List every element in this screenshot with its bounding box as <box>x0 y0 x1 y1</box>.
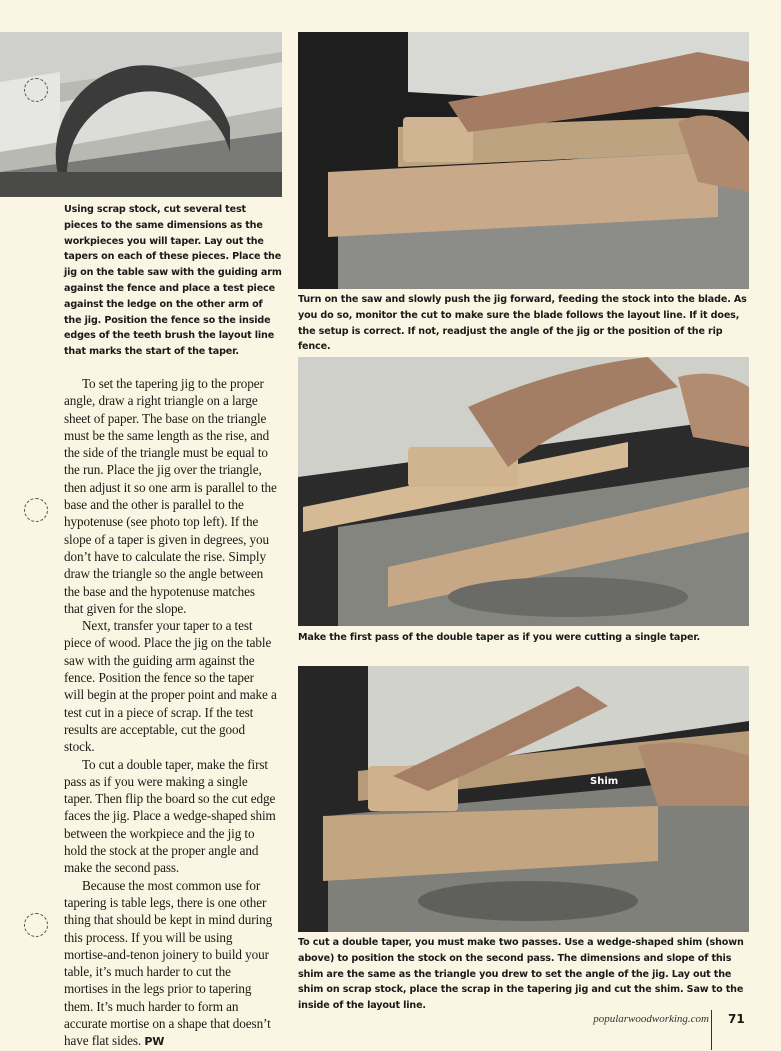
footer-url: popularwoodworking.com <box>593 1013 709 1025</box>
article-body <box>64 375 277 1051</box>
photo-test-piece <box>0 32 282 197</box>
signoff: PW <box>144 1035 165 1049</box>
photo-first-pass <box>298 357 749 626</box>
caption-test-piece: Using scrap stock, cut several test pieces to the same dimensions as the workpieces you will taper. Lay out the tapers on each of these pieces. Place the jig on the table saw with the guiding arm against the fence and place a test piece against the ledge on the other arm of the jig. Position the fence so the inside edges of the teeth brush the layout line that marks the start of the taper. <box>64 204 282 358</box>
body-paragraph-4 <box>64 877 277 1051</box>
caption-second-pass: To cut a double taper, you must make two passes. Use a wedge-shaped shim (shown above) to position the stock on the second pass. The dimensions and slope of this shim are the same as the triangle you drew to set the angle of the jig. Lay out the shim on scrap stock, place the scrap in the tapering jig and cut the shim. Saw to the inside of the layout line. <box>298 937 744 1012</box>
caption-push-jig: Turn on the saw and slowly push the jig forward, feeding the stock into the blade. As you do so, monitor the cut to make sure the blade follows the layout line. If it does, the setup is correct. If not, readjust the angle of the jig or the position of the rip fence. <box>298 294 747 353</box>
body-paragraph-4-text: Because the most common use for tapering is table legs, there is one other thing that should be kept in mind during this process. If you will be using mortise-and-tenon joinery to build your table, it’s much harder to cut the mortises in the legs prior to tapering them. It’s much harder to form an accurate mortise on a shape that doesn’t have flat sides. <box>64 877 273 1049</box>
binder-hole-bottom <box>24 913 48 937</box>
caption-first-pass: Make the first pass of the double taper as if you were cutting a single taper. <box>298 632 701 643</box>
photo-second-pass-shim <box>298 666 749 932</box>
binder-hole-middle <box>24 498 48 522</box>
body-paragraph-1: To set the tapering jig to the proper angle, draw a right triangle on a large sheet of paper. The base on the triangle must be the same length as the rise, and the side of the triangle must be equal to the run. Place the jig over the triangle, then adjust it so one arm is parallel to the base and the other is parallel to the hypotenuse (see photo top left). If the slope of a taper is given in degrees, you don’t have to calculate the rise. Simply draw the triangle so the angle between the base and the hypotenuse matches that given for the slope. <box>64 376 277 616</box>
body-paragraph-3: To cut a double taper, make the first pass as if you were making a single taper. Then flip the board so the cut edge faces the jig. Place a wedge-shaped shim between the workpiece and the jig to hold the stock at the proper angle and make the second pass. <box>64 756 276 876</box>
binder-hole-top <box>24 78 48 102</box>
footer-divider <box>711 1010 712 1050</box>
page-number: 71 <box>728 1012 745 1026</box>
shim-label: Shim <box>590 776 619 787</box>
body-paragraph-2: Next, transfer your taper to a test piece of wood. Place the jig on the table saw with the guiding arm against the fence. Position the fence so the taper will begin at the proper point and make a test cut in a piece of scrap. If the test results are acceptable, cut the good stock. <box>64 618 277 755</box>
photo-push-jig <box>298 32 749 289</box>
